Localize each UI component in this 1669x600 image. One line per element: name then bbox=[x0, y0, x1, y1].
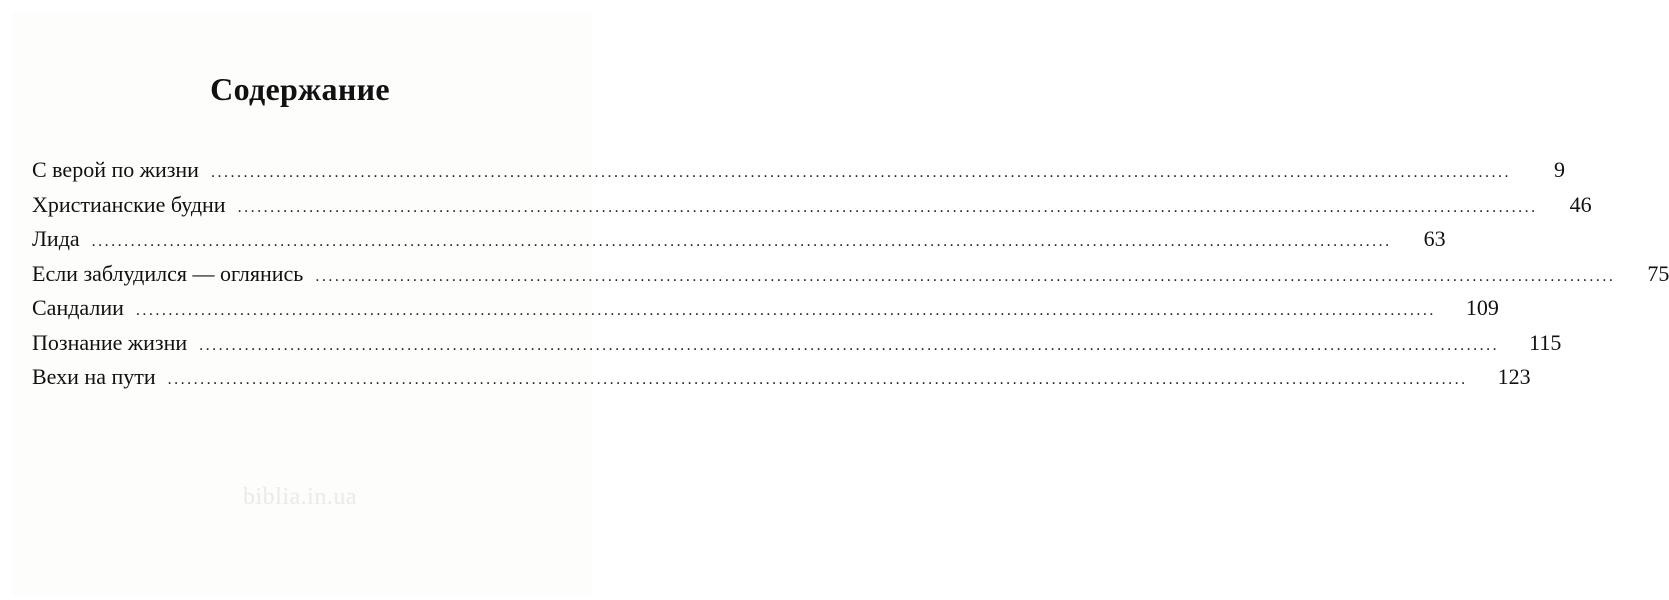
toc-entry bbox=[32, 190, 1592, 225]
toc-leader-dots: ........................................................................................................................................................................................................ bbox=[135, 302, 1436, 319]
toc-leader-dots: ........................................................................................................................................................................................................ bbox=[167, 371, 1468, 388]
toc-entry-title: Христианские будни bbox=[32, 191, 226, 217]
watermark: biblia.in.ua bbox=[243, 484, 357, 510]
toc-entry bbox=[32, 259, 1669, 294]
toc-entry-page: 109 bbox=[1465, 295, 1499, 320]
toc-entry bbox=[32, 328, 1562, 363]
table-of-contents bbox=[32, 155, 1669, 397]
toc-leader-dots: ........................................................................................................................................................................................................ bbox=[315, 267, 1616, 285]
toc-entry-title: Лида bbox=[32, 226, 80, 251]
toc-entry bbox=[32, 224, 1446, 259]
toc-entry-title: Если заблудился — оглянись bbox=[32, 260, 304, 286]
toc-entry bbox=[32, 362, 1531, 397]
page-title: Содержание bbox=[210, 71, 390, 107]
toc-entry-page: 46 bbox=[1569, 191, 1592, 217]
toc-leader-dots: ........................................................................................................................................................................................................ bbox=[237, 198, 1538, 216]
toc-entry bbox=[32, 155, 1565, 190]
toc-leader-dots: ........................................................................................................................................................................................................ bbox=[199, 336, 1500, 354]
toc-entry-page: 63 bbox=[1423, 226, 1446, 251]
toc-entry-page: 75 bbox=[1647, 260, 1669, 286]
toc-entry-title: С верой по жизни bbox=[32, 157, 199, 182]
toc-leader-dots: ........................................................................................................................................................................................................ bbox=[210, 164, 1511, 181]
toc-leader-dots: ........................................................................................................................................................................................................ bbox=[91, 233, 1392, 250]
toc-entry-title: Вехи на пути bbox=[32, 364, 156, 389]
toc-entry-title: Познание жизни bbox=[32, 329, 188, 355]
toc-entry bbox=[32, 293, 1499, 328]
toc-entry-page: 123 bbox=[1497, 364, 1531, 389]
toc-entry-page: 115 bbox=[1529, 329, 1562, 355]
toc-entry-page: 9 bbox=[1553, 157, 1565, 182]
toc-entry-title: Сандалии bbox=[32, 295, 124, 320]
